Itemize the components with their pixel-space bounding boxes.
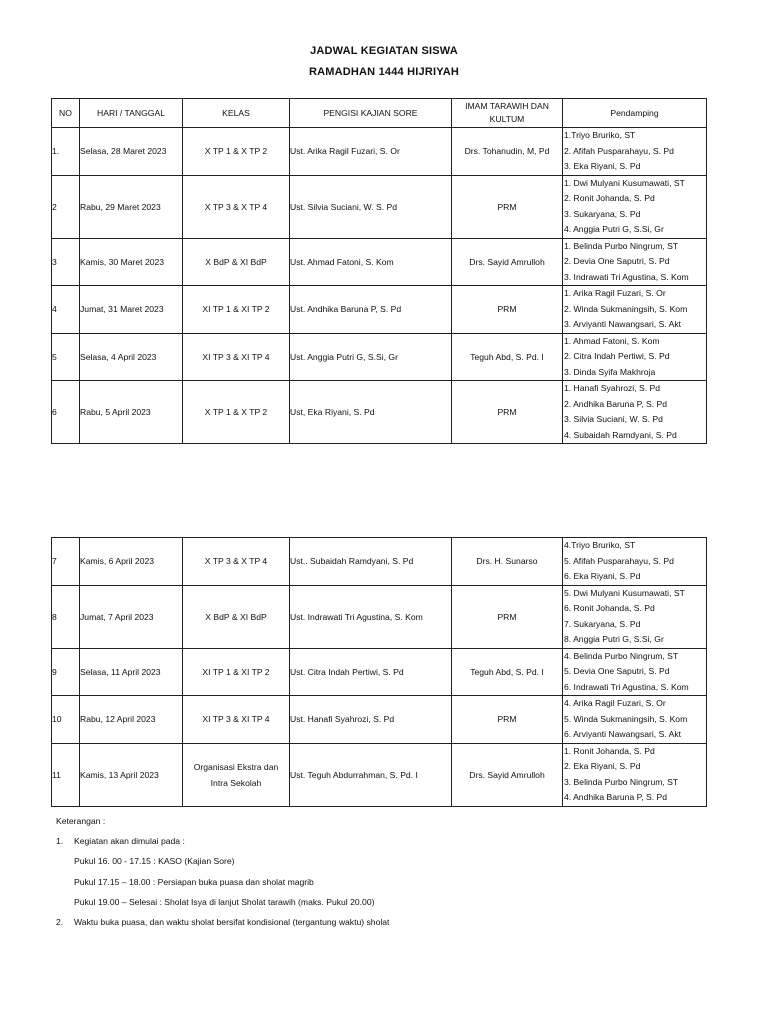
row-number: 1.: [52, 128, 80, 176]
row-imam: Teguh Abd, S. Pd. I: [452, 648, 563, 696]
schedule-table-1: [51, 98, 707, 444]
notes-heading: Keterangan :: [56, 816, 106, 826]
pendamping-item: 1. Arika Ragil Fuzari, S. Or: [564, 288, 666, 298]
pendamping-item: 2. Devia One Saputri, S. Pd: [564, 256, 670, 266]
row-speaker: Ust. Teguh Abdurrahman, S. Pd. I: [290, 743, 452, 806]
notes-item-1: Kegiatan akan dimulai pada :: [74, 836, 185, 846]
pendamping-item: 3. Sukaryana, S. Pd: [564, 208, 641, 219]
notes-sub-item-3: Pukul 19.00 – Selesai : Sholat Isya di lanjut Sholat tarawih (maks. Pukul 20.00): [74, 897, 375, 907]
pendamping-item: 6. Eka Riyani, S. Pd: [564, 571, 641, 581]
row-number: 2: [52, 175, 80, 238]
row-imam: PRM: [452, 696, 563, 744]
row-class: X TP 1 & X TP 2: [183, 381, 290, 444]
row-number: 3: [52, 238, 80, 286]
row-date: Rabu, 29 Maret 2023: [80, 175, 183, 238]
pendamping-item: 4. Arika Ragil Fuzari, S. Or: [564, 698, 666, 708]
row-speaker: Ust. Indrawati Tri Agustina, S. Kom: [290, 585, 452, 648]
row-pendamping-list: [563, 585, 707, 648]
pendamping-item: 3. Dinda Syifa Makhroja: [564, 366, 656, 377]
row-class: XI TP 3 & XI TP 4: [183, 333, 290, 381]
row-date: Jumat, 31 Maret 2023: [80, 286, 183, 334]
pendamping-item: 4. Anggia Putri G, S.Si, Gr: [564, 224, 664, 234]
pendamping-item: 4.Triyo Bruriko, ST: [564, 540, 636, 550]
pendamping-item: 3. Eka Riyani, S. Pd: [564, 161, 641, 171]
row-class: X BdP & XI BdP: [183, 238, 290, 286]
pendamping-item: 1. Belinda Purbo Ningrum, ST: [564, 240, 679, 251]
row-number: 11: [52, 743, 80, 806]
row-class: X TP 1 & X TP 2: [183, 128, 290, 176]
row-imam: Drs. Sayid Amrulloh: [452, 743, 563, 806]
document-subtitle: RAMADHAN 1444 HIJRIYAH: [308, 66, 460, 78]
pendamping-item: 1. Ronit Johanda, S. Pd: [564, 745, 655, 756]
table-row: [52, 538, 707, 586]
pendamping-item: 1. Ahmad Fatoni, S. Kom: [564, 335, 660, 346]
row-pendamping-list: [563, 286, 707, 334]
row-imam: PRM: [452, 381, 563, 444]
row-number: 5: [52, 333, 80, 381]
pendamping-item: 8. Anggia Putri G, S.Si, Gr: [564, 634, 664, 644]
row-date: Rabu, 5 April 2023: [80, 381, 183, 444]
pendamping-item: 1.Triyo Bruriko, ST: [564, 130, 636, 140]
document-title: JADWAL KEGIATAN SISWA: [310, 45, 458, 57]
header-imam-tarawih: IMAM TARAWIH DAN KULTUM: [452, 99, 563, 128]
row-date: Selasa, 4 April 2023: [80, 333, 183, 381]
row-date: Jumat, 7 April 2023: [80, 585, 183, 648]
pendamping-item: 2. Afifah Pusparahayu, S. Pd: [564, 145, 674, 156]
notes-item-1-number: 1.: [56, 836, 64, 846]
row-speaker: Ust. Hanafi Syahrozi, S. Pd: [290, 696, 452, 744]
row-pendamping-list: [563, 175, 707, 238]
row-speaker: Ust. Anggia Putri G, S.Si, Gr: [290, 333, 452, 381]
header-pendamping: Pendamping: [563, 99, 707, 128]
pendamping-item: 6. Arviyanti Nawangsari, S. Akt: [564, 729, 682, 739]
notes-item-2: Waktu buka puasa, dan waktu sholat bersifat kondisional (tergantung waktu) sholat: [74, 917, 390, 927]
pendamping-item: 5. Afifah Pusparahayu, S. Pd: [564, 555, 674, 566]
pendamping-item: 5. Winda Sukmaningsih, S. Kom: [564, 713, 688, 724]
table-row: [52, 175, 707, 238]
row-class: XI TP 1 & XI TP 2: [183, 648, 290, 696]
pendamping-item: 2. Eka Riyani, S. Pd: [564, 761, 641, 771]
pendamping-item: 1. Hanafi Syahrozi, S. Pd: [564, 383, 661, 393]
row-class: Organisasi Ekstra dan Intra Sekolah: [183, 743, 290, 806]
row-pendamping-list: [563, 696, 707, 744]
pendamping-item: 5. Devia One Saputri, S. Pd: [564, 666, 670, 676]
row-class: XI TP 1 & XI TP 2: [183, 286, 290, 334]
row-class: XI TP 3 & XI TP 4: [183, 696, 290, 744]
table-row: [52, 333, 707, 381]
header-pengisi-kajian: PENGISI KAJIAN SORE: [290, 99, 452, 128]
row-imam: Drs. Tohanudin, M, Pd: [452, 128, 563, 176]
table-row: [52, 286, 707, 334]
table-row: [52, 128, 707, 176]
pendamping-item: 2. Andhika Baruna P, S. Pd: [564, 398, 668, 409]
row-date: Kamis, 6 April 2023: [80, 538, 183, 586]
row-speaker: Ust. Arika Ragil Fuzari, S. Or: [290, 128, 452, 176]
pendamping-item: 2. Citra Indah Pertiwi, S. Pd: [564, 351, 670, 361]
row-pendamping-list: [563, 128, 707, 176]
table-header-row: [52, 99, 707, 128]
table-row: [52, 238, 707, 286]
pendamping-item: 5. Dwi Mulyani Kusumawati, ST: [564, 587, 685, 598]
row-number: 10: [52, 696, 80, 744]
table-row: [52, 585, 707, 648]
row-class: X TP 3 & X TP 4: [183, 175, 290, 238]
pendamping-item: 6. Indrawati Tri Agustina, S. Kom: [564, 681, 689, 692]
pendamping-item: 3. Arviyanti Nawangsari, S. Akt: [564, 319, 682, 329]
row-date: Selasa, 28 Maret 2023: [80, 128, 183, 176]
pendamping-item: 7. Sukaryana, S. Pd: [564, 618, 641, 629]
table-row: [52, 696, 707, 744]
header-no: NO: [52, 99, 80, 128]
row-class: X BdP & XI BdP: [183, 585, 290, 648]
row-speaker: Ust.. Subaidah Ramdyani, S. Pd: [290, 538, 452, 586]
row-pendamping-list: [563, 648, 707, 696]
row-date: Selasa, 11 April 2023: [80, 648, 183, 696]
row-pendamping-list: [563, 381, 707, 444]
row-class: X TP 3 & X TP 4: [183, 538, 290, 586]
row-imam: PRM: [452, 175, 563, 238]
row-imam: Teguh Abd, S. Pd. I: [452, 333, 563, 381]
row-imam: Drs. H. Sunarso: [452, 538, 563, 586]
pendamping-item: 2. Winda Sukmaningsih, S. Kom: [564, 303, 688, 314]
row-pendamping-list: [563, 743, 707, 806]
row-date: Kamis, 13 April 2023: [80, 743, 183, 806]
row-pendamping-list: [563, 538, 707, 586]
table-row: [52, 648, 707, 696]
row-speaker: Ust. Silvia Suciani, W. S. Pd: [290, 175, 452, 238]
row-date: Rabu, 12 April 2023: [80, 696, 183, 744]
row-number: 8: [52, 585, 80, 648]
row-speaker: Ust. Andhika Baruna P, S. Pd: [290, 286, 452, 334]
pendamping-item: 2. Ronit Johanda, S. Pd: [564, 193, 655, 203]
header-kelas: KELAS: [183, 99, 290, 128]
table-row: [52, 743, 707, 806]
row-pendamping-list: [563, 238, 707, 286]
row-date: Kamis, 30 Maret 2023: [80, 238, 183, 286]
row-speaker: Ust. Citra Indah Pertiwi, S. Pd: [290, 648, 452, 696]
row-speaker: Ust, Eka Riyani, S. Pd: [290, 381, 452, 444]
pendamping-item: 6. Ronit Johanda, S. Pd: [564, 603, 655, 613]
pendamping-item: 4. Andhika Baruna P, S. Pd: [564, 792, 668, 802]
pendamping-item: 1. Dwi Mulyani Kusumawati, ST: [564, 177, 685, 188]
row-number: 4: [52, 286, 80, 334]
notes-sub-item-1: Pukul 16. 00 - 17.15 : KASO (Kajian Sore): [74, 856, 235, 866]
pendamping-item: 3. Silvia Suciani, W. S. Pd: [564, 414, 663, 424]
table-row: [52, 381, 707, 444]
row-imam: PRM: [452, 286, 563, 334]
schedule-table-2: [51, 537, 707, 807]
pendamping-item: 4. Subaidah Ramdyani, S. Pd: [564, 429, 677, 440]
row-number: 6: [52, 381, 80, 444]
notes-sub-item-2: Pukul 17.15 – 18.00 : Persiapan buka puasa dan sholat magrib: [74, 877, 314, 887]
row-speaker: Ust. Ahmad Fatoni, S. Kom: [290, 238, 452, 286]
row-pendamping-list: [563, 333, 707, 381]
notes-item-2-number: 2.: [56, 917, 64, 927]
pendamping-item: 4. Belinda Purbo Ningrum, ST: [564, 650, 679, 661]
row-imam: PRM: [452, 585, 563, 648]
row-imam: Drs. Sayid Amrulloh: [452, 238, 563, 286]
pendamping-item: 3. Indrawati Tri Agustina, S. Kom: [564, 271, 689, 282]
header-hari-tanggal: HARI / TANGGAL: [80, 99, 183, 128]
pendamping-item: 3. Belinda Purbo Ningrum, ST: [564, 776, 679, 787]
row-number: 9: [52, 648, 80, 696]
row-number: 7: [52, 538, 80, 586]
